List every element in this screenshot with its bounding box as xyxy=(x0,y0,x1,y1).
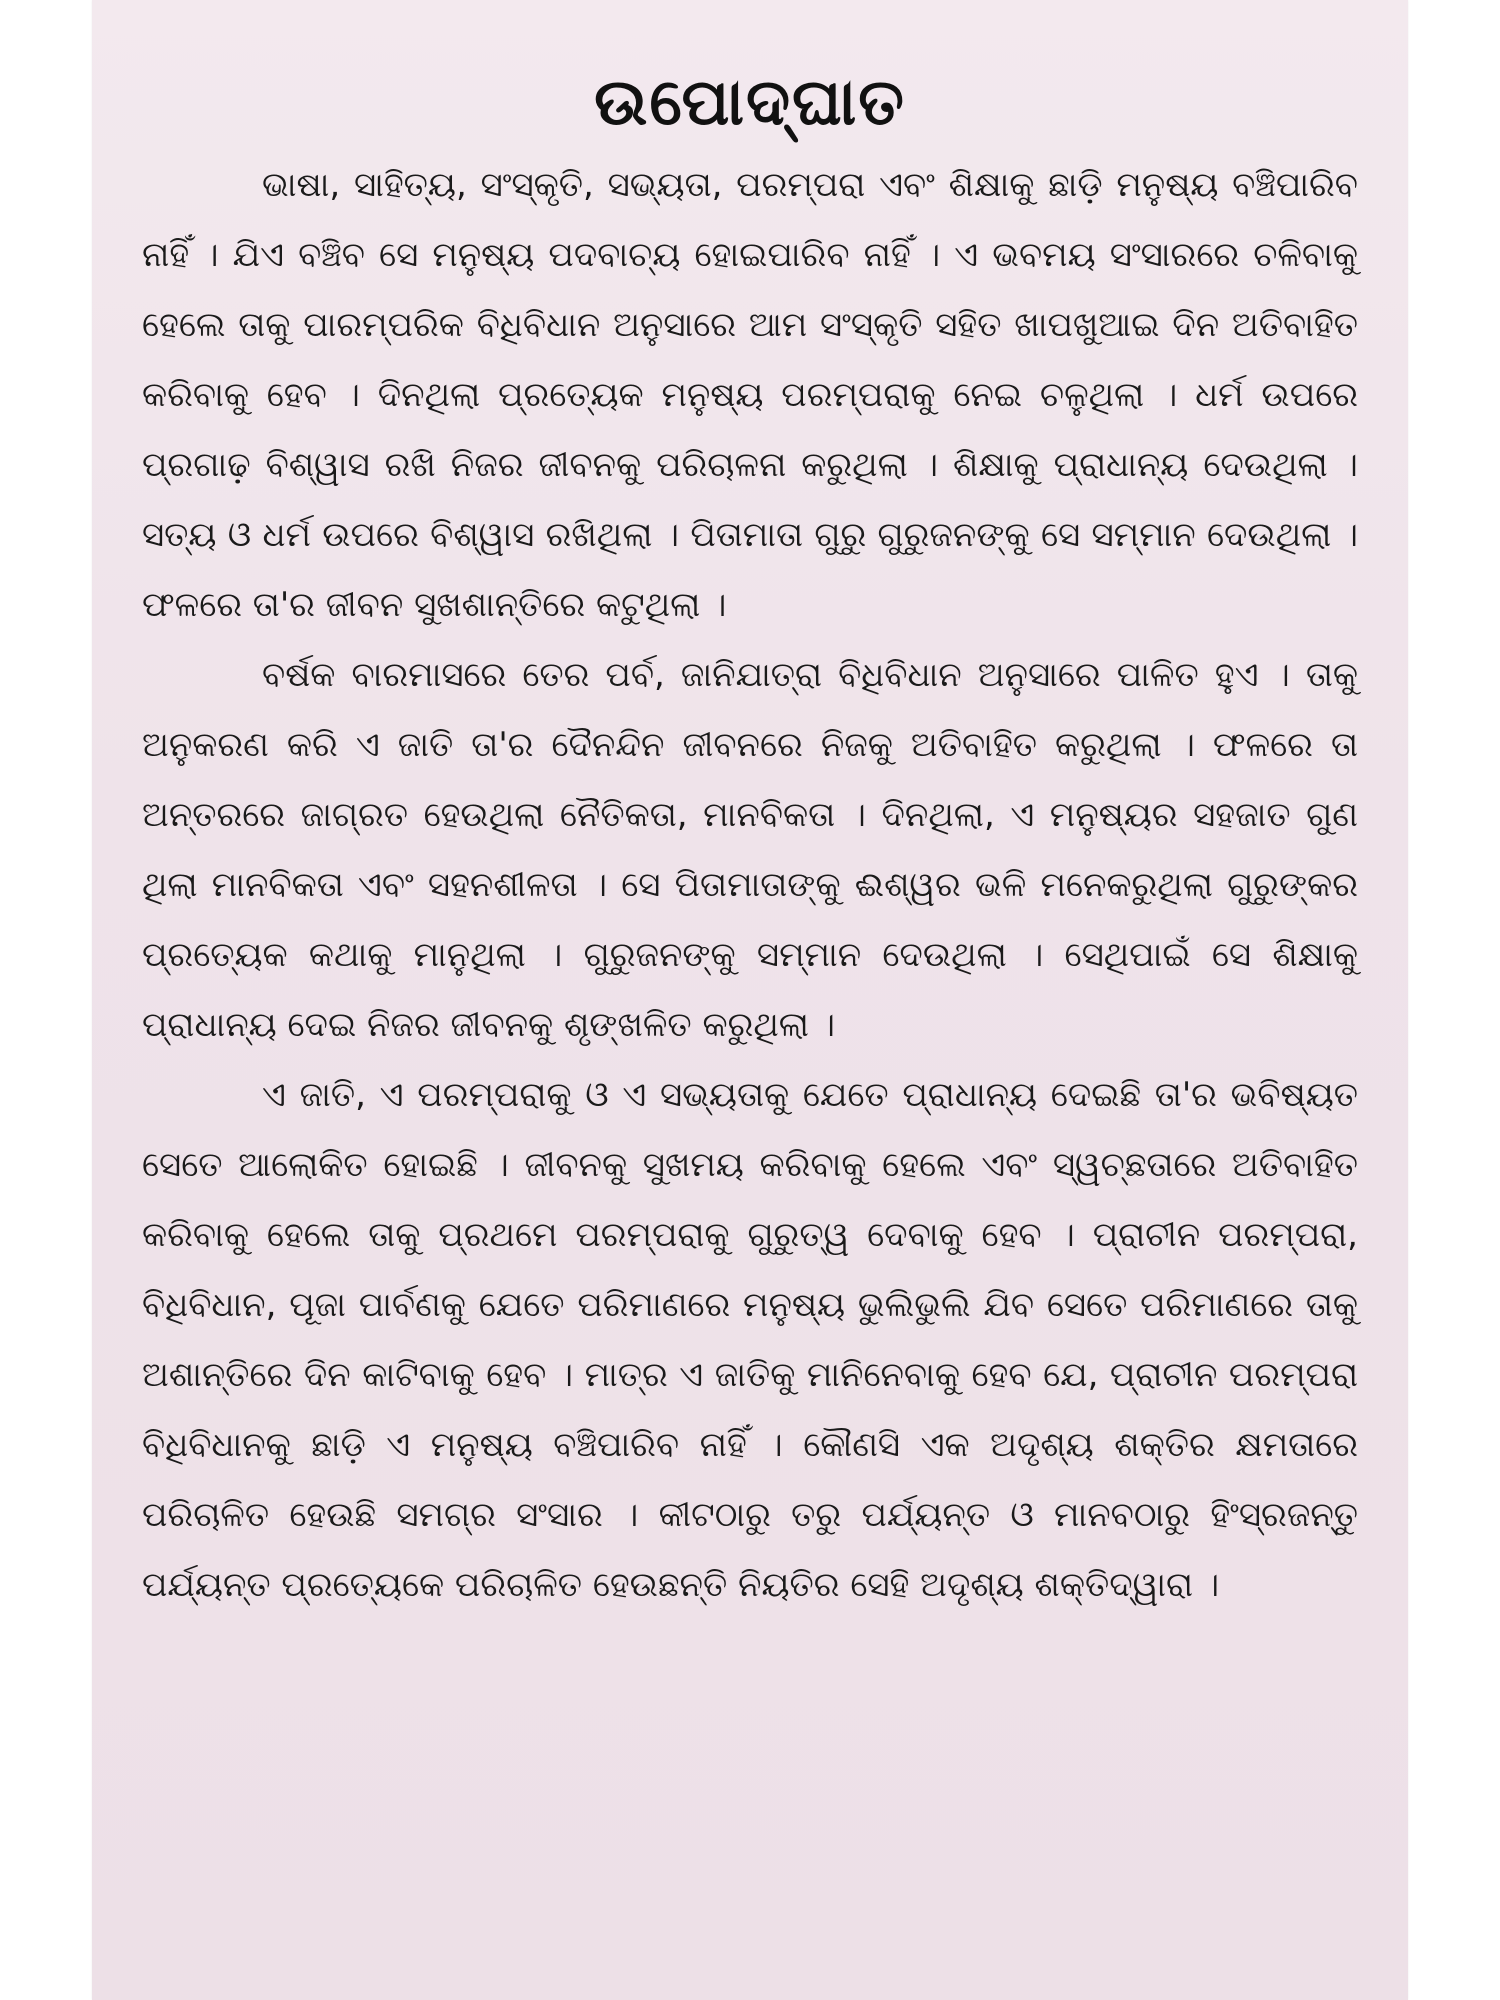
body-text xyxy=(142,150,1358,1620)
page-title: ଉପୋଦ୍‌ଘାତ xyxy=(594,66,906,140)
paragraph-3: ଏ ଜାତି, ଏ ପରମ୍ପରାକୁ ଓ ଏ ସଭ୍ୟତାକୁ ଯେତେ ପ୍ରାଧାନ୍ୟ ଦେଇଛି ତା'ର ଭବିଷ୍ୟତ ସେତେ ଆଲୋକିତ ହୋଇଛି । ଜୀବନକୁ ସୁଖମୟ କରିବାକୁ ହେଲେ ଏବଂ ସ୍ୱଚ୍ଛତାରେ ଅତିବାହିତ କରିବାକୁ ହେଲେ ତାକୁ ପ୍ରଥମେ ପରମ୍ପରାକୁ ଗୁରୁତ୍ୱ ଦେବାକୁ ହେବ । ପ୍ରାଚୀନ ପରମ୍ପରା, ବିଧିବିଧାନ, ପୂଜା ପାର୍ବଣକୁ ଯେତେ ପରିମାଣରେ ମନୁଷ୍ୟ ଭୁଲିଭୁଲି ଯିବ ସେତେ ପରିମାଣରେ ତାକୁ ଅଶାନ୍ତିରେ ଦିନ କାଟିବାକୁ ହେବ । ମାତ୍ର ଏ ଜାତିକୁ ମାନିନେବାକୁ ହେବ ଯେ, ପ୍ରାଚୀନ ପରମ୍ପରା ବିଧିବିଧାନକୁ ଛାଡ଼ି ଏ ମନୁଷ୍ୟ ବଞ୍ଚିପାରିବ ନାହିଁ । କୌଣସି ଏକ ଅଦୃଶ୍ୟ ଶକ୍ତିର କ୍ଷମତାରେ ପରିଚାଳିତ ହେଉଛି ସମଗ୍ର ସଂସାର । କୀଟଠାରୁ ତରୁ ପର୍ଯ୍ୟନ୍ତ ଓ ମାନବଠାରୁ ହିଂସ୍ରଜନ୍ତୁ ପର୍ଯ୍ୟନ୍ତ ପ୍ରତ୍ୟେକେ ପରିଚାଳିତ ହେଉଛନ୍ତି ନିୟତିର ସେହି ଅଦୃଶ୍ୟ ଶକ୍ତିଦ୍ୱାରା । xyxy=(142,1075,1358,1605)
page-content xyxy=(142,0,1358,2000)
paragraph-1: ଭାଷା, ସାହିତ୍ୟ, ସଂସ୍କୃତି, ସଭ୍ୟତା, ପରମ୍ପରା ଏବଂ ଶିକ୍ଷାକୁ ଛାଡ଼ି ମନୁଷ୍ୟ ବଞ୍ଚିପାରିବ ନାହିଁ । ଯିଏ ବଞ୍ଚିବ ସେ ମନୁଷ୍ୟ ପଦବାଚ୍ୟ ହୋଇପାରିବ ନାହିଁ । ଏ ଭବମୟ ସଂସାରରେ ଚଳିବାକୁ ହେଲେ ତାକୁ ପାରମ୍ପରିକ ବିଧିବିଧାନ ଅନୁସାରେ ଆମ ସଂସ୍କୃତି ସହିତ ଖାପଖୁଆଇ ଦିନ ଅତିବାହିତ କରିବାକୁ ହେବ । ଦିନଥିଲା ପ୍ରତ୍ୟେକ ମନୁଷ୍ୟ ପରମ୍ପରାକୁ ନେଇ ଚଳୁଥିଲା । ଧର୍ମ ଉପରେ ପ୍ରଗାଢ଼ ବିଶ୍ୱାସ ରଖି ନିଜର ଜୀବନକୁ ପରିଚାଳନା କରୁଥିଲା । ଶିକ୍ଷାକୁ ପ୍ରାଧାନ୍ୟ ଦେଉଥିଲା । ସତ୍ୟ ଓ ଧର୍ମ ଉପରେ ବିଶ୍ୱାସ ରଖିଥିଲା । ପିତାମାତା ଗୁରୁ ଗୁରୁଜନଙ୍କୁ ସେ ସମ୍ମାନ ଦେଉଥିଲା । ଫଳରେ ତା'ର ଜୀବନ ସୁଖଶାନ୍ତିରେ କଟୁଥିଲା । xyxy=(142,165,1358,625)
book-page xyxy=(92,0,1408,2000)
paragraph-2: ବର୍ଷକ ବାରମାସରେ ତେର ପର୍ବ, ଜାନିଯାତ୍ରା ବିଧିବିଧାନ ଅନୁସାରେ ପାଳିତ ହୁଏ । ତାକୁ ଅନୁକରଣ କରି ଏ ଜାତି ତା'ର ଦୈନନ୍ଦିନ ଜୀବନରେ ନିଜକୁ ଅତିବାହିତ କରୁଥିଲା । ଫଳରେ ତା ଅନ୍ତରରେ ଜାଗ୍ରତ ହେଉଥିଲା ନୈତିକତା, ମାନବିକତା । ଦିନଥିଲା, ଏ ମନୁଷ୍ୟର ସହଜାତ ଗୁଣ ଥିଲା ମାନବିକତା ଏବଂ ସହନଶୀଳତା । ସେ ପିତାମାତାଙ୍କୁ ଈଶ୍ୱର ଭଳି ମନେକରୁଥିଲା ଗୁରୁଙ୍କର ପ୍ରତ୍ୟେକ କଥାକୁ ମାନୁଥିଲା । ଗୁରୁଜନଙ୍କୁ ସମ୍ମାନ ଦେଉଥିଲା । ସେଥିପାଇଁ ସେ ଶିକ୍ଷାକୁ ପ୍ରାଧାନ୍ୟ ଦେଇ ନିଜର ଜୀବନକୁ ଶୃଙ୍ଖଳିତ କରୁଥିଲା । xyxy=(142,655,1358,1045)
